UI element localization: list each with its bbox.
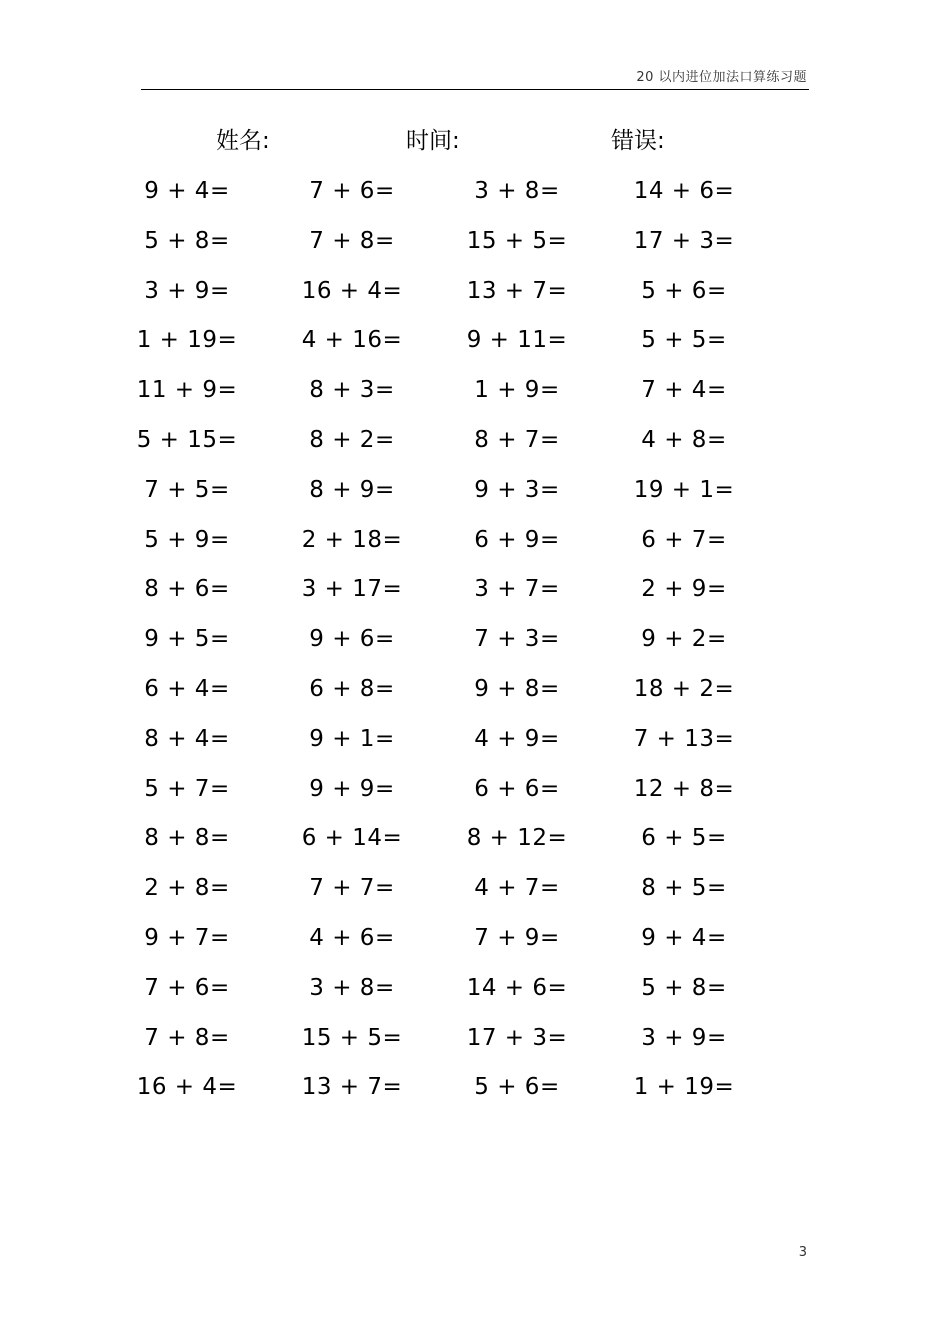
problem-item: 6 + 4= xyxy=(144,676,230,702)
problem-item: 4 + 16= xyxy=(301,327,403,354)
time-label: 时间: xyxy=(406,128,460,154)
problem-item: 8 + 2= xyxy=(309,427,395,453)
problem-item: 18 + 2= xyxy=(633,676,735,702)
problem-item: 3 + 8= xyxy=(309,974,395,1001)
problem-item: 9 + 4= xyxy=(641,925,727,951)
problem-item: 6 + 6= xyxy=(474,775,560,802)
problem-item: 14 + 6= xyxy=(633,178,735,204)
problem-item: 5 + 15= xyxy=(136,427,238,453)
problem-item: 8 + 9= xyxy=(309,476,395,503)
problem-item: 2 + 18= xyxy=(301,526,403,553)
problem-item: 7 + 9= xyxy=(474,925,560,951)
problem-item: 1 + 19= xyxy=(136,327,238,354)
page-number: 3 xyxy=(798,1245,807,1260)
problem-item: 9 + 11= xyxy=(466,327,568,354)
problem-item: 11 + 9= xyxy=(136,377,238,404)
problem-item: 7 + 8= xyxy=(144,1024,230,1051)
problem-item: 5 + 9= xyxy=(144,526,230,553)
problem-item: 6 + 7= xyxy=(641,526,727,553)
problem-item: 7 + 13= xyxy=(633,725,735,752)
problem-item: 8 + 8= xyxy=(144,825,230,852)
problem-item: 7 + 6= xyxy=(144,974,230,1001)
problem-item: 8 + 6= xyxy=(144,576,230,603)
problem-item: 5 + 8= xyxy=(144,227,230,254)
problem-item: 8 + 4= xyxy=(144,725,230,752)
problem-item: 12 + 8= xyxy=(633,775,735,802)
errors-label: 错误: xyxy=(611,128,665,154)
problem-item: 2 + 9= xyxy=(641,576,727,603)
problem-item: 6 + 5= xyxy=(641,825,727,852)
problem-item: 7 + 5= xyxy=(144,476,230,503)
problem-item: 8 + 7= xyxy=(474,427,560,453)
problem-item: 3 + 8= xyxy=(474,178,560,204)
problem-item: 3 + 7= xyxy=(474,576,560,603)
problem-item: 17 + 3= xyxy=(466,1024,568,1051)
problem-item: 7 + 4= xyxy=(641,377,727,404)
problem-item: 5 + 6= xyxy=(474,1074,560,1101)
problem-item: 4 + 8= xyxy=(641,427,727,453)
problem-item: 9 + 8= xyxy=(474,676,560,702)
problem-item: 5 + 6= xyxy=(641,277,727,304)
problem-item: 3 + 9= xyxy=(641,1024,727,1051)
problem-item: 9 + 2= xyxy=(641,626,727,653)
problem-item: 7 + 7= xyxy=(309,875,395,902)
problem-item: 7 + 3= xyxy=(474,626,560,653)
problem-item: 9 + 4= xyxy=(144,178,230,204)
problem-item: 1 + 9= xyxy=(474,377,560,404)
problem-item: 7 + 8= xyxy=(309,227,395,254)
problem-item: 19 + 1= xyxy=(633,476,735,503)
problem-item: 4 + 7= xyxy=(474,875,560,902)
problem-item: 5 + 8= xyxy=(641,974,727,1001)
problem-item: 8 + 12= xyxy=(466,825,568,852)
problem-item: 1 + 19= xyxy=(633,1074,735,1101)
problem-item: 9 + 5= xyxy=(144,626,230,653)
problem-item: 6 + 9= xyxy=(474,526,560,553)
problem-item: 9 + 1= xyxy=(309,725,395,752)
problem-item: 6 + 8= xyxy=(309,676,395,702)
problem-item: 4 + 9= xyxy=(474,725,560,752)
problem-item: 14 + 6= xyxy=(466,974,568,1001)
problem-item: 6 + 14= xyxy=(301,825,403,852)
header-title: 20 以内进位加法口算练习题 xyxy=(636,70,807,85)
problem-item: 8 + 3= xyxy=(309,377,395,404)
problem-item: 9 + 3= xyxy=(474,476,560,503)
problem-item: 2 + 8= xyxy=(144,875,230,902)
name-label: 姓名: xyxy=(216,128,270,154)
problem-item: 3 + 9= xyxy=(144,277,230,304)
problem-item: 4 + 6= xyxy=(309,925,395,951)
problem-item: 9 + 7= xyxy=(144,925,230,951)
problem-item: 7 + 6= xyxy=(309,178,395,204)
header-rule xyxy=(141,89,809,90)
problem-item: 5 + 7= xyxy=(144,775,230,802)
problem-item: 15 + 5= xyxy=(301,1024,403,1051)
problem-item: 17 + 3= xyxy=(633,227,735,254)
problem-item: 16 + 4= xyxy=(136,1074,238,1101)
problem-item: 13 + 7= xyxy=(466,277,568,304)
problem-item: 8 + 5= xyxy=(641,875,727,902)
problem-item: 9 + 6= xyxy=(309,626,395,653)
problem-item: 5 + 5= xyxy=(641,327,727,354)
problem-item: 3 + 17= xyxy=(301,576,403,603)
problem-item: 16 + 4= xyxy=(301,277,403,304)
problem-item: 13 + 7= xyxy=(301,1074,403,1101)
problem-item: 9 + 9= xyxy=(309,775,395,802)
problem-item: 15 + 5= xyxy=(466,227,568,254)
